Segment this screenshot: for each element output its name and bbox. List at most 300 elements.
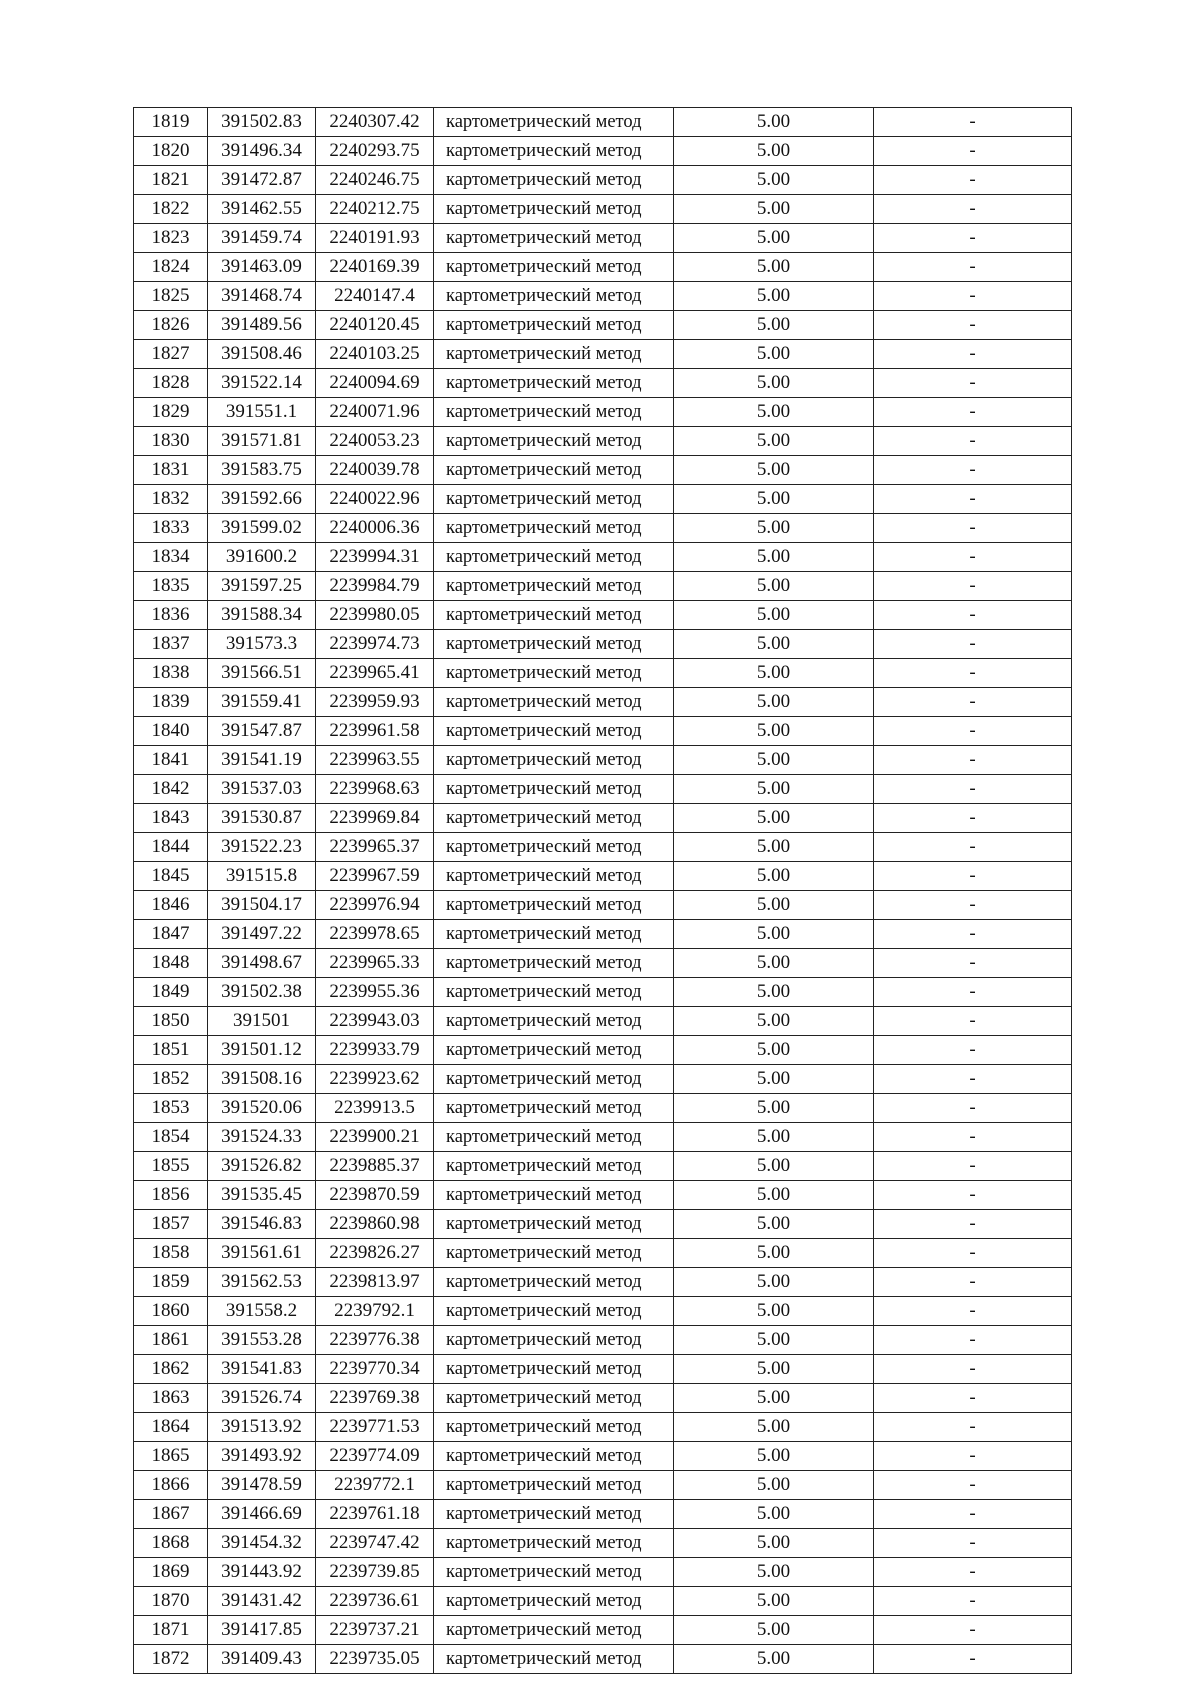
x-coordinate-cell: 391489.56 <box>208 311 316 340</box>
note-cell: - <box>874 1123 1072 1152</box>
point-number-cell: 1821 <box>134 166 208 195</box>
accuracy-cell: 5.00 <box>674 1065 874 1094</box>
table-row <box>134 1152 1072 1181</box>
note-cell: - <box>874 572 1072 601</box>
x-coordinate-cell: 391502.83 <box>208 108 316 137</box>
accuracy-cell: 5.00 <box>674 804 874 833</box>
method-cell: картометрический метод <box>434 1239 674 1268</box>
note-cell: - <box>874 1152 1072 1181</box>
y-coordinate-cell: 2240006.36 <box>316 514 434 543</box>
y-coordinate-cell: 2240307.42 <box>316 108 434 137</box>
x-coordinate-cell: 391497.22 <box>208 920 316 949</box>
x-coordinate-cell: 391478.59 <box>208 1471 316 1500</box>
method-cell: картометрический метод <box>434 543 674 572</box>
accuracy-cell: 5.00 <box>674 514 874 543</box>
point-number-cell: 1847 <box>134 920 208 949</box>
note-cell: - <box>874 1558 1072 1587</box>
x-coordinate-cell: 391502.38 <box>208 978 316 1007</box>
point-number-cell: 1834 <box>134 543 208 572</box>
note-cell: - <box>874 1529 1072 1558</box>
accuracy-cell: 5.00 <box>674 195 874 224</box>
y-coordinate-cell: 2239900.21 <box>316 1123 434 1152</box>
note-cell: - <box>874 1384 1072 1413</box>
table-row <box>134 862 1072 891</box>
accuracy-cell: 5.00 <box>674 1442 874 1471</box>
method-cell: картометрический метод <box>434 1558 674 1587</box>
x-coordinate-cell: 391583.75 <box>208 456 316 485</box>
method-cell: картометрический метод <box>434 1645 674 1674</box>
method-cell: картометрический метод <box>434 195 674 224</box>
accuracy-cell: 5.00 <box>674 340 874 369</box>
method-cell: картометрический метод <box>434 398 674 427</box>
method-cell: картометрический метод <box>434 1529 674 1558</box>
point-number-cell: 1845 <box>134 862 208 891</box>
point-number-cell: 1842 <box>134 775 208 804</box>
y-coordinate-cell: 2239978.65 <box>316 920 434 949</box>
accuracy-cell: 5.00 <box>674 1123 874 1152</box>
x-coordinate-cell: 391553.28 <box>208 1326 316 1355</box>
y-coordinate-cell: 2239923.62 <box>316 1065 434 1094</box>
accuracy-cell: 5.00 <box>674 949 874 978</box>
accuracy-cell: 5.00 <box>674 630 874 659</box>
x-coordinate-cell: 391454.32 <box>208 1529 316 1558</box>
note-cell: - <box>874 195 1072 224</box>
method-cell: картометрический метод <box>434 1326 674 1355</box>
y-coordinate-cell: 2240246.75 <box>316 166 434 195</box>
note-cell: - <box>874 862 1072 891</box>
y-coordinate-cell: 2239761.18 <box>316 1500 434 1529</box>
y-coordinate-cell: 2240103.25 <box>316 340 434 369</box>
table-row <box>134 659 1072 688</box>
point-number-cell: 1838 <box>134 659 208 688</box>
y-coordinate-cell: 2240053.23 <box>316 427 434 456</box>
accuracy-cell: 5.00 <box>674 543 874 572</box>
table-row <box>134 1065 1072 1094</box>
point-number-cell: 1856 <box>134 1181 208 1210</box>
x-coordinate-cell: 391526.74 <box>208 1384 316 1413</box>
note-cell: - <box>874 804 1072 833</box>
point-number-cell: 1854 <box>134 1123 208 1152</box>
y-coordinate-cell: 2240169.39 <box>316 253 434 282</box>
point-number-cell: 1871 <box>134 1616 208 1645</box>
y-coordinate-cell: 2239955.36 <box>316 978 434 1007</box>
note-cell: - <box>874 659 1072 688</box>
y-coordinate-cell: 2239974.73 <box>316 630 434 659</box>
note-cell: - <box>874 456 1072 485</box>
method-cell: картометрический метод <box>434 1413 674 1442</box>
table-row <box>134 224 1072 253</box>
method-cell: картометрический метод <box>434 775 674 804</box>
method-cell: картометрический метод <box>434 1210 674 1239</box>
x-coordinate-cell: 391573.3 <box>208 630 316 659</box>
table-row <box>134 1210 1072 1239</box>
x-coordinate-cell: 391504.17 <box>208 891 316 920</box>
point-number-cell: 1865 <box>134 1442 208 1471</box>
y-coordinate-cell: 2239771.53 <box>316 1413 434 1442</box>
x-coordinate-cell: 391493.92 <box>208 1442 316 1471</box>
accuracy-cell: 5.00 <box>674 485 874 514</box>
method-cell: картометрический метод <box>434 456 674 485</box>
x-coordinate-cell: 391468.74 <box>208 282 316 311</box>
method-cell: картометрический метод <box>434 340 674 369</box>
table-row <box>134 1442 1072 1471</box>
y-coordinate-cell: 2239826.27 <box>316 1239 434 1268</box>
x-coordinate-cell: 391462.55 <box>208 195 316 224</box>
point-number-cell: 1851 <box>134 1036 208 1065</box>
accuracy-cell: 5.00 <box>674 601 874 630</box>
x-coordinate-cell: 391508.16 <box>208 1065 316 1094</box>
point-number-cell: 1863 <box>134 1384 208 1413</box>
method-cell: картометрический метод <box>434 253 674 282</box>
point-number-cell: 1858 <box>134 1239 208 1268</box>
note-cell: - <box>874 166 1072 195</box>
note-cell: - <box>874 920 1072 949</box>
y-coordinate-cell: 2239736.61 <box>316 1587 434 1616</box>
accuracy-cell: 5.00 <box>674 1326 874 1355</box>
point-number-cell: 1869 <box>134 1558 208 1587</box>
table-row <box>134 340 1072 369</box>
x-coordinate-cell: 391498.67 <box>208 949 316 978</box>
y-coordinate-cell: 2239969.84 <box>316 804 434 833</box>
note-cell: - <box>874 1413 1072 1442</box>
point-number-cell: 1836 <box>134 601 208 630</box>
note-cell: - <box>874 137 1072 166</box>
note-cell: - <box>874 1326 1072 1355</box>
table-row <box>134 949 1072 978</box>
note-cell: - <box>874 427 1072 456</box>
table-row <box>134 1558 1072 1587</box>
y-coordinate-cell: 2240147.4 <box>316 282 434 311</box>
accuracy-cell: 5.00 <box>674 1036 874 1065</box>
method-cell: картометрический метод <box>434 1065 674 1094</box>
y-coordinate-cell: 2239961.58 <box>316 717 434 746</box>
method-cell: картометрический метод <box>434 1297 674 1326</box>
x-coordinate-cell: 391515.8 <box>208 862 316 891</box>
x-coordinate-cell: 391588.34 <box>208 601 316 630</box>
x-coordinate-cell: 391472.87 <box>208 166 316 195</box>
table-row <box>134 775 1072 804</box>
x-coordinate-cell: 391530.87 <box>208 804 316 833</box>
note-cell: - <box>874 1616 1072 1645</box>
accuracy-cell: 5.00 <box>674 920 874 949</box>
point-number-cell: 1872 <box>134 1645 208 1674</box>
point-number-cell: 1833 <box>134 514 208 543</box>
method-cell: картометрический метод <box>434 514 674 543</box>
note-cell: - <box>874 1297 1072 1326</box>
point-number-cell: 1837 <box>134 630 208 659</box>
x-coordinate-cell: 391558.2 <box>208 1297 316 1326</box>
y-coordinate-cell: 2239870.59 <box>316 1181 434 1210</box>
method-cell: картометрический метод <box>434 427 674 456</box>
x-coordinate-cell: 391508.46 <box>208 340 316 369</box>
point-number-cell: 1850 <box>134 1007 208 1036</box>
x-coordinate-cell: 391561.61 <box>208 1239 316 1268</box>
x-coordinate-cell: 391537.03 <box>208 775 316 804</box>
x-coordinate-cell: 391443.92 <box>208 1558 316 1587</box>
note-cell: - <box>874 1181 1072 1210</box>
point-number-cell: 1840 <box>134 717 208 746</box>
y-coordinate-cell: 2239860.98 <box>316 1210 434 1239</box>
x-coordinate-cell: 391463.09 <box>208 253 316 282</box>
y-coordinate-cell: 2240212.75 <box>316 195 434 224</box>
y-coordinate-cell: 2240022.96 <box>316 485 434 514</box>
table-row <box>134 1326 1072 1355</box>
table-row <box>134 1645 1072 1674</box>
table-row <box>134 1616 1072 1645</box>
accuracy-cell: 5.00 <box>674 1181 874 1210</box>
y-coordinate-cell: 2240293.75 <box>316 137 434 166</box>
table-row <box>134 195 1072 224</box>
point-number-cell: 1820 <box>134 137 208 166</box>
note-cell: - <box>874 398 1072 427</box>
point-number-cell: 1861 <box>134 1326 208 1355</box>
accuracy-cell: 5.00 <box>674 1616 874 1645</box>
table-row <box>134 398 1072 427</box>
point-number-cell: 1819 <box>134 108 208 137</box>
table-row <box>134 891 1072 920</box>
table-row <box>134 1384 1072 1413</box>
table-row <box>134 456 1072 485</box>
x-coordinate-cell: 391466.69 <box>208 1500 316 1529</box>
table-row <box>134 717 1072 746</box>
method-cell: картометрический метод <box>434 601 674 630</box>
method-cell: картометрический метод <box>434 1442 674 1471</box>
method-cell: картометрический метод <box>434 572 674 601</box>
table-row <box>134 804 1072 833</box>
table-row <box>134 485 1072 514</box>
accuracy-cell: 5.00 <box>674 311 874 340</box>
point-number-cell: 1830 <box>134 427 208 456</box>
point-number-cell: 1870 <box>134 1587 208 1616</box>
note-cell: - <box>874 1268 1072 1297</box>
method-cell: картометрический метод <box>434 224 674 253</box>
method-cell: картометрический метод <box>434 485 674 514</box>
note-cell: - <box>874 746 1072 775</box>
method-cell: картометрический метод <box>434 920 674 949</box>
accuracy-cell: 5.00 <box>674 1094 874 1123</box>
x-coordinate-cell: 391571.81 <box>208 427 316 456</box>
accuracy-cell: 5.00 <box>674 456 874 485</box>
table-row <box>134 1036 1072 1065</box>
table-row <box>134 1500 1072 1529</box>
y-coordinate-cell: 2239963.55 <box>316 746 434 775</box>
point-number-cell: 1867 <box>134 1500 208 1529</box>
y-coordinate-cell: 2239776.38 <box>316 1326 434 1355</box>
y-coordinate-cell: 2239943.03 <box>316 1007 434 1036</box>
point-number-cell: 1859 <box>134 1268 208 1297</box>
y-coordinate-cell: 2239813.97 <box>316 1268 434 1297</box>
note-cell: - <box>874 514 1072 543</box>
point-number-cell: 1829 <box>134 398 208 427</box>
accuracy-cell: 5.00 <box>674 282 874 311</box>
accuracy-cell: 5.00 <box>674 1529 874 1558</box>
table-row <box>134 369 1072 398</box>
y-coordinate-cell: 2240191.93 <box>316 224 434 253</box>
x-coordinate-cell: 391566.51 <box>208 659 316 688</box>
y-coordinate-cell: 2239735.05 <box>316 1645 434 1674</box>
accuracy-cell: 5.00 <box>674 1210 874 1239</box>
point-number-cell: 1844 <box>134 833 208 862</box>
note-cell: - <box>874 630 1072 659</box>
y-coordinate-cell: 2239965.37 <box>316 833 434 862</box>
note-cell: - <box>874 1007 1072 1036</box>
table-row <box>134 311 1072 340</box>
note-cell: - <box>874 543 1072 572</box>
x-coordinate-cell: 391600.2 <box>208 543 316 572</box>
table-row <box>134 630 1072 659</box>
point-number-cell: 1824 <box>134 253 208 282</box>
x-coordinate-cell: 391522.14 <box>208 369 316 398</box>
note-cell: - <box>874 224 1072 253</box>
method-cell: картометрический метод <box>434 282 674 311</box>
accuracy-cell: 5.00 <box>674 1645 874 1674</box>
note-cell: - <box>874 1471 1072 1500</box>
point-number-cell: 1860 <box>134 1297 208 1326</box>
method-cell: картометрический метод <box>434 1587 674 1616</box>
x-coordinate-cell: 391562.53 <box>208 1268 316 1297</box>
note-cell: - <box>874 949 1072 978</box>
accuracy-cell: 5.00 <box>674 1297 874 1326</box>
y-coordinate-cell: 2239885.37 <box>316 1152 434 1181</box>
point-number-cell: 1825 <box>134 282 208 311</box>
x-coordinate-cell: 391501 <box>208 1007 316 1036</box>
accuracy-cell: 5.00 <box>674 1384 874 1413</box>
note-cell: - <box>874 108 1072 137</box>
note-cell: - <box>874 1500 1072 1529</box>
method-cell: картометрический метод <box>434 688 674 717</box>
note-cell: - <box>874 1587 1072 1616</box>
x-coordinate-cell: 391597.25 <box>208 572 316 601</box>
table-row <box>134 1094 1072 1123</box>
accuracy-cell: 5.00 <box>674 572 874 601</box>
point-number-cell: 1832 <box>134 485 208 514</box>
point-number-cell: 1822 <box>134 195 208 224</box>
point-number-cell: 1823 <box>134 224 208 253</box>
point-number-cell: 1866 <box>134 1471 208 1500</box>
note-cell: - <box>874 282 1072 311</box>
method-cell: картометрический метод <box>434 1268 674 1297</box>
note-cell: - <box>874 1065 1072 1094</box>
note-cell: - <box>874 775 1072 804</box>
note-cell: - <box>874 253 1072 282</box>
note-cell: - <box>874 485 1072 514</box>
x-coordinate-cell: 391417.85 <box>208 1616 316 1645</box>
x-coordinate-cell: 391559.41 <box>208 688 316 717</box>
method-cell: картометрический метод <box>434 1094 674 1123</box>
table-row <box>134 137 1072 166</box>
accuracy-cell: 5.00 <box>674 108 874 137</box>
point-number-cell: 1831 <box>134 456 208 485</box>
accuracy-cell: 5.00 <box>674 1239 874 1268</box>
coordinates-table <box>133 107 1072 1674</box>
x-coordinate-cell: 391524.33 <box>208 1123 316 1152</box>
y-coordinate-cell: 2239774.09 <box>316 1442 434 1471</box>
method-cell: картометрический метод <box>434 369 674 398</box>
table-row <box>134 108 1072 137</box>
x-coordinate-cell: 391526.82 <box>208 1152 316 1181</box>
method-cell: картометрический метод <box>434 978 674 1007</box>
method-cell: картометрический метод <box>434 746 674 775</box>
note-cell: - <box>874 369 1072 398</box>
table-row <box>134 1355 1072 1384</box>
note-cell: - <box>874 311 1072 340</box>
table-row <box>134 688 1072 717</box>
y-coordinate-cell: 2239769.38 <box>316 1384 434 1413</box>
x-coordinate-cell: 391592.66 <box>208 485 316 514</box>
y-coordinate-cell: 2239965.41 <box>316 659 434 688</box>
method-cell: картометрический метод <box>434 833 674 862</box>
method-cell: картометрический метод <box>434 1471 674 1500</box>
y-coordinate-cell: 2239747.42 <box>316 1529 434 1558</box>
accuracy-cell: 5.00 <box>674 833 874 862</box>
accuracy-cell: 5.00 <box>674 1471 874 1500</box>
x-coordinate-cell: 391599.02 <box>208 514 316 543</box>
note-cell: - <box>874 1645 1072 1674</box>
point-number-cell: 1826 <box>134 311 208 340</box>
x-coordinate-cell: 391409.43 <box>208 1645 316 1674</box>
accuracy-cell: 5.00 <box>674 1152 874 1181</box>
table-row <box>134 166 1072 195</box>
table-row <box>134 427 1072 456</box>
accuracy-cell: 5.00 <box>674 862 874 891</box>
note-cell: - <box>874 717 1072 746</box>
y-coordinate-cell: 2239770.34 <box>316 1355 434 1384</box>
method-cell: картометрический метод <box>434 659 674 688</box>
accuracy-cell: 5.00 <box>674 1268 874 1297</box>
note-cell: - <box>874 1036 1072 1065</box>
method-cell: картометрический метод <box>434 1036 674 1065</box>
accuracy-cell: 5.00 <box>674 398 874 427</box>
table-row <box>134 1471 1072 1500</box>
y-coordinate-cell: 2240071.96 <box>316 398 434 427</box>
accuracy-cell: 5.00 <box>674 688 874 717</box>
point-number-cell: 1853 <box>134 1094 208 1123</box>
accuracy-cell: 5.00 <box>674 746 874 775</box>
accuracy-cell: 5.00 <box>674 978 874 1007</box>
method-cell: картометрический метод <box>434 1384 674 1413</box>
point-number-cell: 1848 <box>134 949 208 978</box>
accuracy-cell: 5.00 <box>674 224 874 253</box>
note-cell: - <box>874 601 1072 630</box>
table-row <box>134 1587 1072 1616</box>
accuracy-cell: 5.00 <box>674 253 874 282</box>
table-row <box>134 1123 1072 1152</box>
x-coordinate-cell: 391546.83 <box>208 1210 316 1239</box>
x-coordinate-cell: 391513.92 <box>208 1413 316 1442</box>
y-coordinate-cell: 2239959.93 <box>316 688 434 717</box>
accuracy-cell: 5.00 <box>674 717 874 746</box>
point-number-cell: 1828 <box>134 369 208 398</box>
method-cell: картометрический метод <box>434 108 674 137</box>
accuracy-cell: 5.00 <box>674 369 874 398</box>
accuracy-cell: 5.00 <box>674 1413 874 1442</box>
accuracy-cell: 5.00 <box>674 659 874 688</box>
table-row <box>134 514 1072 543</box>
table-row <box>134 1297 1072 1326</box>
method-cell: картометрический метод <box>434 1123 674 1152</box>
note-cell: - <box>874 688 1072 717</box>
coordinates-table-body <box>134 108 1072 1674</box>
point-number-cell: 1862 <box>134 1355 208 1384</box>
point-number-cell: 1827 <box>134 340 208 369</box>
table-row <box>134 1181 1072 1210</box>
table-row <box>134 833 1072 862</box>
point-number-cell: 1846 <box>134 891 208 920</box>
method-cell: картометрический метод <box>434 862 674 891</box>
note-cell: - <box>874 1239 1072 1268</box>
y-coordinate-cell: 2239980.05 <box>316 601 434 630</box>
method-cell: картометрический метод <box>434 311 674 340</box>
